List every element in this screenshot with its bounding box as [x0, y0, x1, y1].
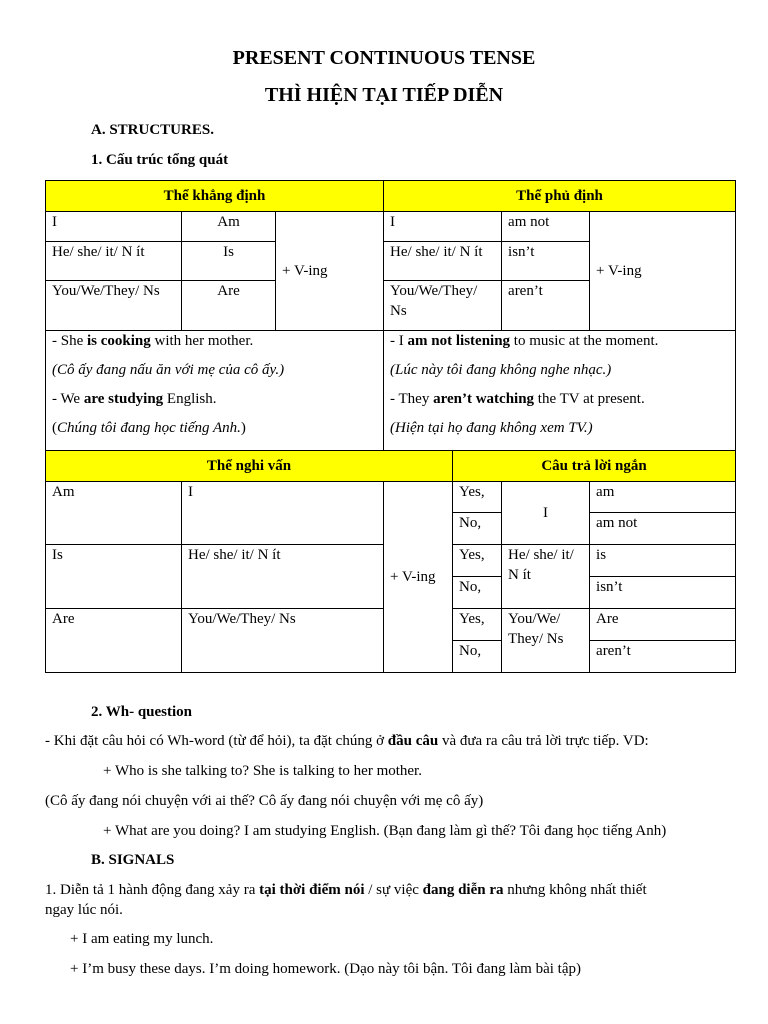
signal-1-cont: ngay lúc nói. [45, 902, 123, 918]
question-aux: Am [46, 482, 182, 545]
section-b-heading: B. SIGNALS [91, 852, 175, 868]
affirm-subject: You/We/They/ Ns [46, 281, 182, 331]
answer-no-verb: aren’t [590, 641, 736, 673]
affirm-ving: + V-ing [276, 212, 384, 331]
structure-table [45, 180, 736, 451]
answer-yes: Yes, [453, 545, 502, 577]
negative-examples: - I am not listening to music at the moment. (Lúc này tôi đang không nghe nhạc.) - They aren’t watching the TV at present. (Hiện tại họ đang không xem TV.) [384, 331, 736, 451]
question-table [45, 450, 736, 673]
wh-example-1-translation: (Cô ấy đang nói chuyện với ai thế? Cô ấy đang nói chuyện với mẹ cô ấy) [45, 793, 484, 809]
answer-yes-verb: Are [590, 609, 736, 641]
wh-intro: - Khi đặt câu hỏi có Wh-word (từ để hỏi), ta đặt chúng ở đầu câu và đưa ra câu trả lời trực tiếp. VD: [45, 733, 649, 749]
negative-ving: + V-ing [590, 212, 736, 331]
answer-subject: You/We/ They/ Ns [502, 609, 590, 673]
question-subject: You/We/They/ Ns [182, 609, 384, 673]
wh-example-1: + Who is she talking to? She is talking to her mother. [103, 763, 422, 779]
affirmative-examples: - She is cooking with her mother. (Cô ấy đang nấu ăn với mẹ của cô ấy.) - We are studying English. (Chúng tôi đang học tiếng Anh.) [46, 331, 384, 451]
negative-header: Thể phủ định [384, 181, 736, 212]
page-subtitle: THÌ HIỆN TẠI TIẾP DIỄN [264, 84, 504, 106]
question-subject: I [182, 482, 384, 545]
affirm-verb: Are [182, 281, 276, 331]
question-aux: Are [46, 609, 182, 673]
answer-no: No, [453, 577, 502, 609]
answer-yes-verb: am [590, 482, 736, 513]
affirm-verb: Am [182, 212, 276, 242]
signal-example-2: + I’m busy these days. I’m doing homework. (Dạo này tôi bận. Tôi đang làm bài tập) [70, 961, 581, 977]
negative-subject: You/We/They/ Ns [384, 281, 502, 331]
answer-yes: Yes, [453, 609, 502, 641]
answer-no: No, [453, 641, 502, 673]
negative-subject: He/ she/ it/ N ít [384, 242, 502, 281]
affirm-subject: He/ she/ it/ N ít [46, 242, 182, 281]
short-answer-header: Câu trả lời ngắn [453, 451, 736, 482]
answer-yes-verb: is [590, 545, 736, 577]
affirm-verb: Is [182, 242, 276, 281]
question-ving: + V-ing [384, 482, 453, 673]
subsection-2-heading: 2. Wh- question [91, 704, 193, 720]
question-header: Thể nghi vấn [46, 451, 453, 482]
negative-verb: am not [502, 212, 590, 242]
negative-verb: aren’t [502, 281, 590, 331]
question-aux: Is [46, 545, 182, 609]
affirmative-header: Thể khẳng định [46, 181, 384, 212]
negative-verb: isn’t [502, 242, 590, 281]
affirm-subject: I [46, 212, 182, 242]
question-subject: He/ she/ it/ N ít [182, 545, 384, 609]
answer-no-verb: isn’t [590, 577, 736, 609]
wh-example-2: + What are you doing? I am studying English. (Bạn đang làm gì thế? Tôi đang học tiếng Anh) [103, 823, 667, 839]
negative-subject: I [384, 212, 502, 242]
page-title: PRESENT CONTINUOUS TENSE [232, 47, 536, 69]
subsection-1-heading: 1. Cấu trúc tổng quát [91, 152, 229, 168]
answer-subject: I [502, 482, 590, 545]
signal-1: 1. Diễn tả 1 hành động đang xảy ra tại thời điểm nói / sự việc đang diễn ra nhưng không nhất thiết [45, 882, 647, 898]
answer-subject: He/ she/ it/ N ít [502, 545, 590, 609]
section-a-heading: A. STRUCTURES. [91, 122, 214, 138]
signal-example-1: + I am eating my lunch. [70, 931, 214, 947]
answer-no-verb: am not [590, 513, 736, 545]
answer-yes: Yes, [453, 482, 502, 513]
answer-no: No, [453, 513, 502, 545]
